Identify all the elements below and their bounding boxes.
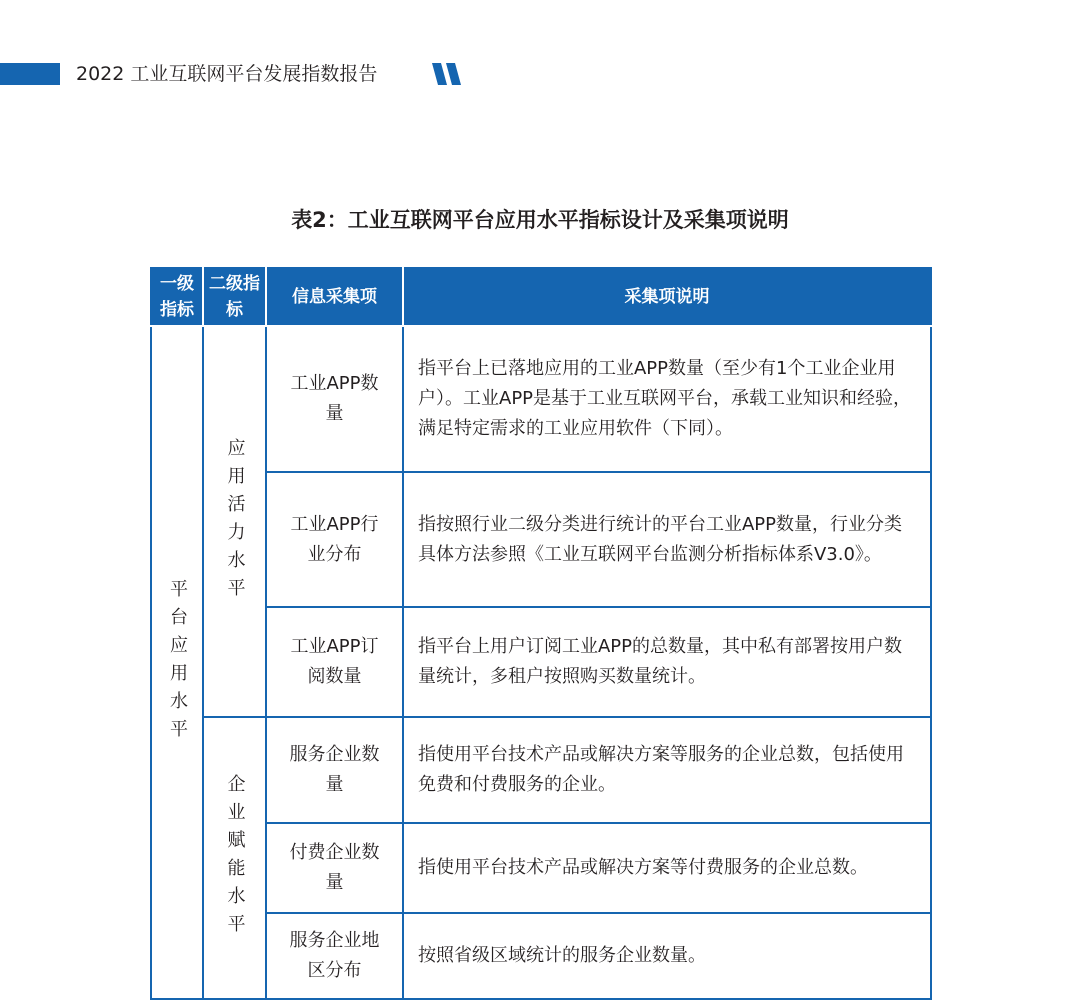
table-row: [151, 717, 931, 823]
col-header-level2: 二级指标: [203, 268, 266, 326]
col-header-item: 信息采集项: [266, 268, 403, 326]
level2-cell: 应用活力水平: [203, 326, 266, 717]
report-title: 2022 工业互联网平台发展指数报告: [76, 63, 378, 85]
col-header-desc: 采集项说明: [403, 268, 931, 326]
desc-cell: 指使用平台技术产品或解决方案等付费服务的企业总数。: [403, 823, 931, 913]
desc-cell: 指使用平台技术产品或解决方案等服务的企业总数，包括使用免费和付费服务的企业。: [403, 717, 931, 823]
col-header-level1: 一级指标: [151, 268, 203, 326]
desc-cell: 指平台上用户订阅工业APP的总数量，其中私有部署按用户数量统计，多租户按照购买数量统计。: [403, 607, 931, 717]
level1-cell: 平台应用水平: [151, 326, 203, 999]
item-cell: 工业APP行业分布: [266, 472, 403, 607]
item-cell: 工业APP数量: [266, 326, 403, 472]
table-row: [151, 823, 931, 913]
item-cell: 工业APP订阅数量: [266, 607, 403, 717]
table-caption: 表2：工业互联网平台应用水平指标设计及采集项说明: [291, 208, 789, 232]
item-cell: 付费企业数量: [266, 823, 403, 913]
item-cell: 服务企业数量: [266, 717, 403, 823]
double-slash-icon: [432, 63, 468, 85]
desc-cell: 指按照行业二级分类进行统计的平台工业APP数量，行业分类具体方法参照《工业互联网平台监测分析指标体系V3.0》。: [403, 472, 931, 607]
desc-cell: 按照省级区域统计的服务企业数量。: [403, 913, 931, 999]
table-row: [151, 472, 931, 607]
table-row: [151, 607, 931, 717]
item-cell: 服务企业地区分布: [266, 913, 403, 999]
desc-cell: 指平台上已落地应用的工业APP数量（至少有1个工业企业用户）。工业APP是基于工业互联网平台，承载工业知识和经验，满足特定需求的工业应用软件（下同）。: [403, 326, 931, 472]
indicator-table: [150, 267, 932, 1000]
header-accent-bar: [0, 63, 60, 85]
table-row: [151, 913, 931, 999]
table-row: [151, 326, 931, 472]
level2-cell: 企业赋能水平: [203, 717, 266, 999]
table-header-row: [151, 268, 931, 326]
